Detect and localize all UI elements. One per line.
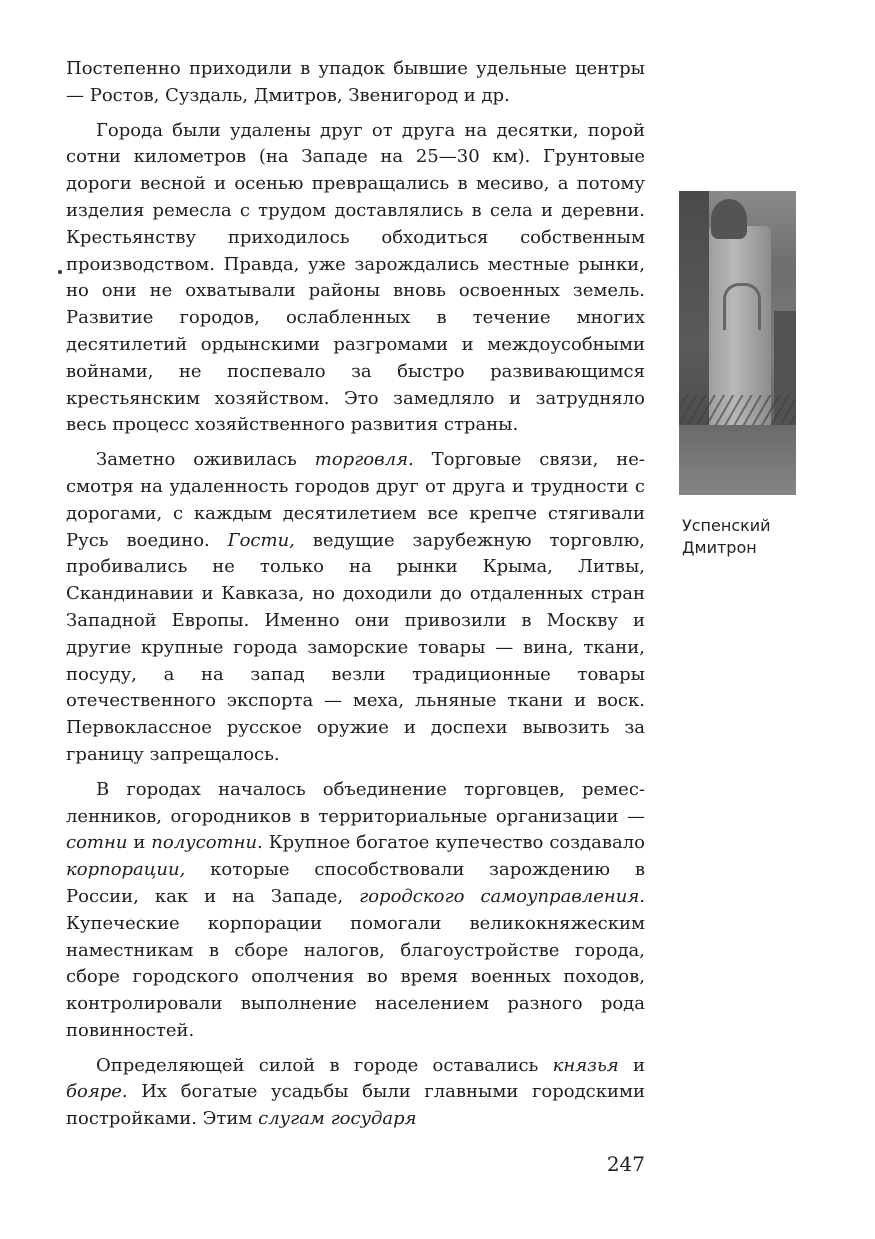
photo-arch	[723, 283, 761, 330]
text-run: Торговые связи, несмотря на удаленность городов друг от друга и трудности с дорогами, с каждым десятилетием все крепче стягивали Русь воедино.	[66, 449, 646, 551]
paragraph	[66, 777, 645, 1045]
text-run: и	[618, 1054, 645, 1076]
text-run: и	[127, 832, 152, 854]
italic-term: князья	[552, 1054, 619, 1076]
margin-mark	[58, 270, 62, 274]
italic-term: Гости,	[227, 529, 295, 551]
text-run: Их богатые усадьбы были главными городскими постройками. Этим	[66, 1081, 645, 1130]
main-text	[66, 56, 645, 1141]
text-run: Купеческие корпорации помогали великокняжеским наместникам в сборе налогов, благоустройстве города, сборе городского ополчения во время военных походов, контролировали выполнение населением разного рода повинностей.	[66, 912, 645, 1041]
paragraph	[66, 1053, 645, 1133]
text-run: ведущие зарубежную торговлю, пробивались не только на рынки Крыма, Литвы, Скандинавии и Кавказа, но доходили до отдаленных стран Западной Европы. Именно они привозили в Москву и другие крупные города заморские товары — вина, ткани, посуду, а на запад везли традиционные товары отечественного экспорта — меха, льняные ткани и воск. Первоклассное русское оружие и доспехи вывозить за границу запрещалось.	[66, 529, 645, 765]
caption-line-2: Дмитрон	[682, 538, 757, 557]
page-number: 247	[606, 1152, 645, 1176]
italic-term: слугам государя	[258, 1108, 417, 1130]
italic-term: торговля.	[314, 449, 414, 471]
text-run: Города были удалены друг от друга на десятки, порой сотни километров (на Западе на 25—30 км). Грунтовые дороги весной и осенью превращались в месиво, а потому изделия ремесла с трудом доставлялись в села и деревни. Крестьянству приходилось обходиться собственным производством. Правда, уже зарождались местные рынки, но они не охватывали районы вновь освоенных земель. Развитие городов, ослабленных в течение многих десятилетий ордынскими разгромами и междоусобными войнами, не поспевало за быстро развивающимся крестьянским хозяйством. Это замедляло и затрудняло весь процесс хозяйственного развития страны.	[66, 119, 645, 436]
photo-caption	[682, 515, 822, 559]
photo-ground	[679, 425, 796, 495]
text-run: которые способствовали зарождению в России, как и на Западе,	[66, 859, 645, 907]
italic-term: полусотни.	[151, 832, 263, 854]
italic-term: сотни	[66, 832, 128, 854]
italic-term: бояре.	[66, 1081, 128, 1103]
italic-term: корпорации,	[66, 859, 186, 881]
paragraph	[66, 447, 645, 769]
text-run: Определяющей силой в городе оставались	[96, 1054, 553, 1076]
text-run: Постепенно приходили в упадок бывшие удельные центры — Ростов, Суздаль, Дмитров, Звенигород и др.	[66, 58, 645, 106]
photo-dome	[711, 199, 747, 239]
text-run: Заметно оживилась	[96, 449, 315, 471]
paragraph	[66, 118, 645, 440]
caption-line-1: Успенский	[682, 516, 771, 535]
paragraph	[66, 56, 645, 110]
text-run: Крупное богатое купечество создавало	[262, 832, 645, 854]
text-run: В городах началось объединение торговцев, ремесленников, огородников в территориальные организации —	[66, 778, 645, 827]
cathedral-photo	[679, 191, 796, 495]
italic-term: городского самоуправления.	[359, 885, 645, 907]
